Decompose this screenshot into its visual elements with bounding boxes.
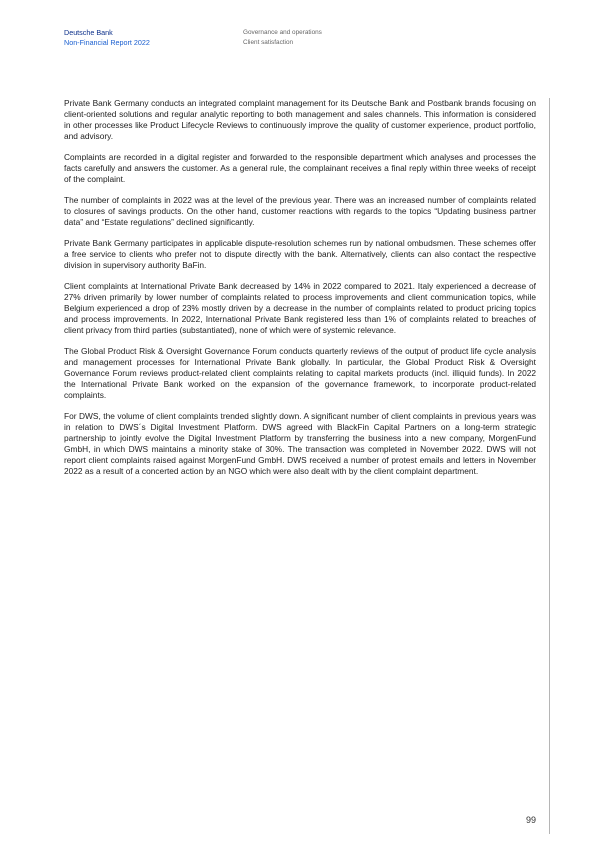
paragraph-dispute-resolution: Private Bank Germany participates in applicable dispute-resolution schemes run by national ombudsmen. These schemes offer a free service to clients who prefer not to dispute directly with the bank. Alternatively, clients can also contact the respective division in supervisory authority BaFin. <box>64 237 536 270</box>
margin-rule <box>549 98 550 834</box>
paragraph-digital-register: Complaints are recorded in a digital register and forwarded to the responsible department which analyses and processes the facts carefully and answers the customer. As a general rule, the complainant receives a final reply within three weeks of receipt of the complaint. <box>64 151 536 185</box>
paragraph-complaints-2022: The number of complaints in 2022 was at the level of the previous year. There was an increased number of complaints related to closures of savings products. On the other hand, customer reactions with regards to the topics “Updating business partner data” and “Estate regulations” declined significantly. <box>64 194 536 228</box>
subsection-title: Client satisfaction <box>243 38 294 46</box>
page-number: 99 <box>525 815 536 825</box>
header-left <box>64 28 150 47</box>
body-text <box>64 98 536 487</box>
paragraph-complaint-management: Private Bank Germany conducts an integrated complaint management for its Deutsche Bank and Postbank brands focusing on client-oriented solutions and regular analytic reporting to both management and sales channels. This information is considered in other processes like Product Lifecycle Reviews to continuously improve the quality of customer experience, product portfolio, and advisory. <box>64 98 536 142</box>
paragraph-international-private-bank: Client complaints at International Private Bank decreased by 14% in 2022 compared to 2021. Italy experienced a decrease of 27% driven primarily by lower number of complaints related to process improvements and client communication topics, while Belgium experienced a drop of 23% mostly driven by a decrease in the number of complaints related to product pricing topics and process improvements. In 2022, International Private Bank registered less than 1% of complaints related to breaches of client privacy from third parties (substantiated), none of which were of systemic relevance. <box>64 280 536 335</box>
section-title: Governance and operations <box>243 29 322 36</box>
report-title: Non-Financial Report 2022 <box>64 37 150 47</box>
paragraph-governance-forum: The Global Product Risk & Oversight Governance Forum conducts quarterly reviews of the output of product life cycle analysis and management processes for International Private Bank globally. In particular, the Global Product Risk & Oversight Governance Forum reviews product-related client complaints relating to capital markets products (incl. illiquid funds). In 2022 the International Private Bank worked on the expansion of the governance framework, to incorporate product-related complaints. <box>64 345 536 401</box>
company-name: Deutsche Bank <box>64 28 113 37</box>
header-right <box>243 28 322 47</box>
paragraph-dws: For DWS, the volume of client complaints trended slightly down. A significant number of client complaints in previous years was in relation to DWS´s Digital Investment Platform. DWS agreed with BlackFin Capital Partners on a long-term strategic partnership to jointly evolve the Digital Investment Platform by transferring the business into a new company, MorgenFund GmbH, in which DWS maintains a minority stake of 30%. The transaction was completed in November 2022. DWS will not report client complaints raised against MorgenFund GmbH. DWS received a number of protest emails and letters in November 2022 as a result of a concerted action by an NGO which were also dealt with by the client complaint department. <box>64 410 536 477</box>
